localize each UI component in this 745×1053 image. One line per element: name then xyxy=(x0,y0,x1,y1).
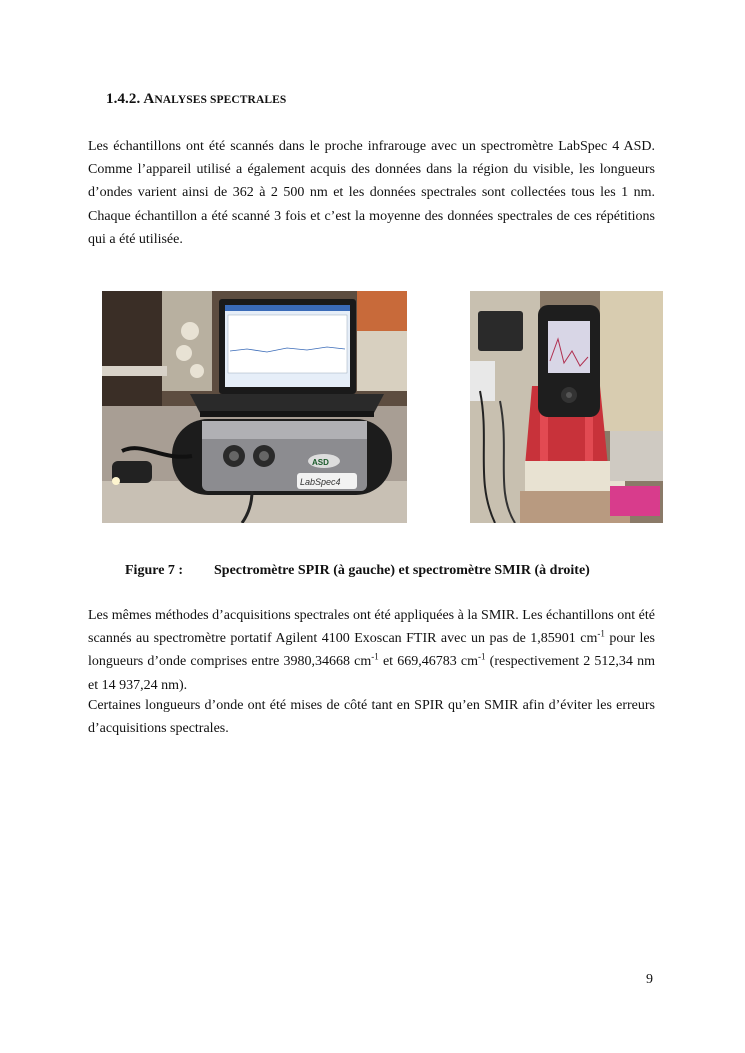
figure-caption xyxy=(125,563,590,579)
paragraph-smir-part2: pour les longueurs d’onde comprises entre 3980,34668 cm xyxy=(88,631,655,670)
asd-logo-text: ASD xyxy=(312,458,329,467)
figure-caption-text: Spectromètre SPIR (à gauche) et spectromètre SMIR (à droite) xyxy=(214,563,590,578)
section-title-initial: A xyxy=(143,91,155,107)
superscript-3: -1 xyxy=(478,651,486,662)
section-title-rest: NALYSES SPECTRALES xyxy=(154,94,287,106)
exoscan-photo-drawing xyxy=(470,291,663,523)
photo-labspec-spectrometer xyxy=(102,291,407,523)
paragraph-smir-part4: (respectivement 2 512,34 nm et 14 937,24 nm). xyxy=(88,654,655,693)
paragraph-spir: Les échantillons ont été scannés dans le proche infrarouge avec un spectromètre LabSpec 4 ASD. Comme l’appareil utilisé a également acquis des données dans la région du visible, les longueurs d’ondes varient ainsi de 362 à 2 500 nm et les données spectrales sont collectées tous les 1 nm. Chaque échantillon a été scanné 3 fois et c’est la moyenne des données spectrales de ces répétitions qui a été utilisée. xyxy=(88,139,655,247)
section-number: 1.4.2. xyxy=(106,91,141,107)
paragraph-smir-part3: et 669,46783 cm xyxy=(378,654,479,670)
labspec-logo-text: LabSpec4 xyxy=(300,477,341,487)
page-number: 9 xyxy=(646,972,653,987)
paragraph-smir-part1: Les mêmes méthodes d’acquisitions spectrales ont été appliquées à la SMIR. Les échantillons ont été scannés au spectromètre portatif Agilent 4100 Exoscan FTIR avec un pas de 1,85901 cm xyxy=(88,608,655,647)
labspec-photo-drawing xyxy=(102,291,407,523)
photo-exoscan-spectrometer xyxy=(470,291,663,523)
paragraph-smir xyxy=(88,604,655,697)
paragraph-wavelengths-excluded: Certaines longueurs d’onde ont été mises de côté tant en SPIR qu’en SMIR afin d’éviter les erreurs d’acquisitions spectrales. xyxy=(88,698,655,737)
superscript-2: -1 xyxy=(371,651,379,662)
figure-label: Figure 7 : xyxy=(125,563,184,578)
superscript-1: -1 xyxy=(597,628,605,639)
section-heading xyxy=(106,91,286,108)
